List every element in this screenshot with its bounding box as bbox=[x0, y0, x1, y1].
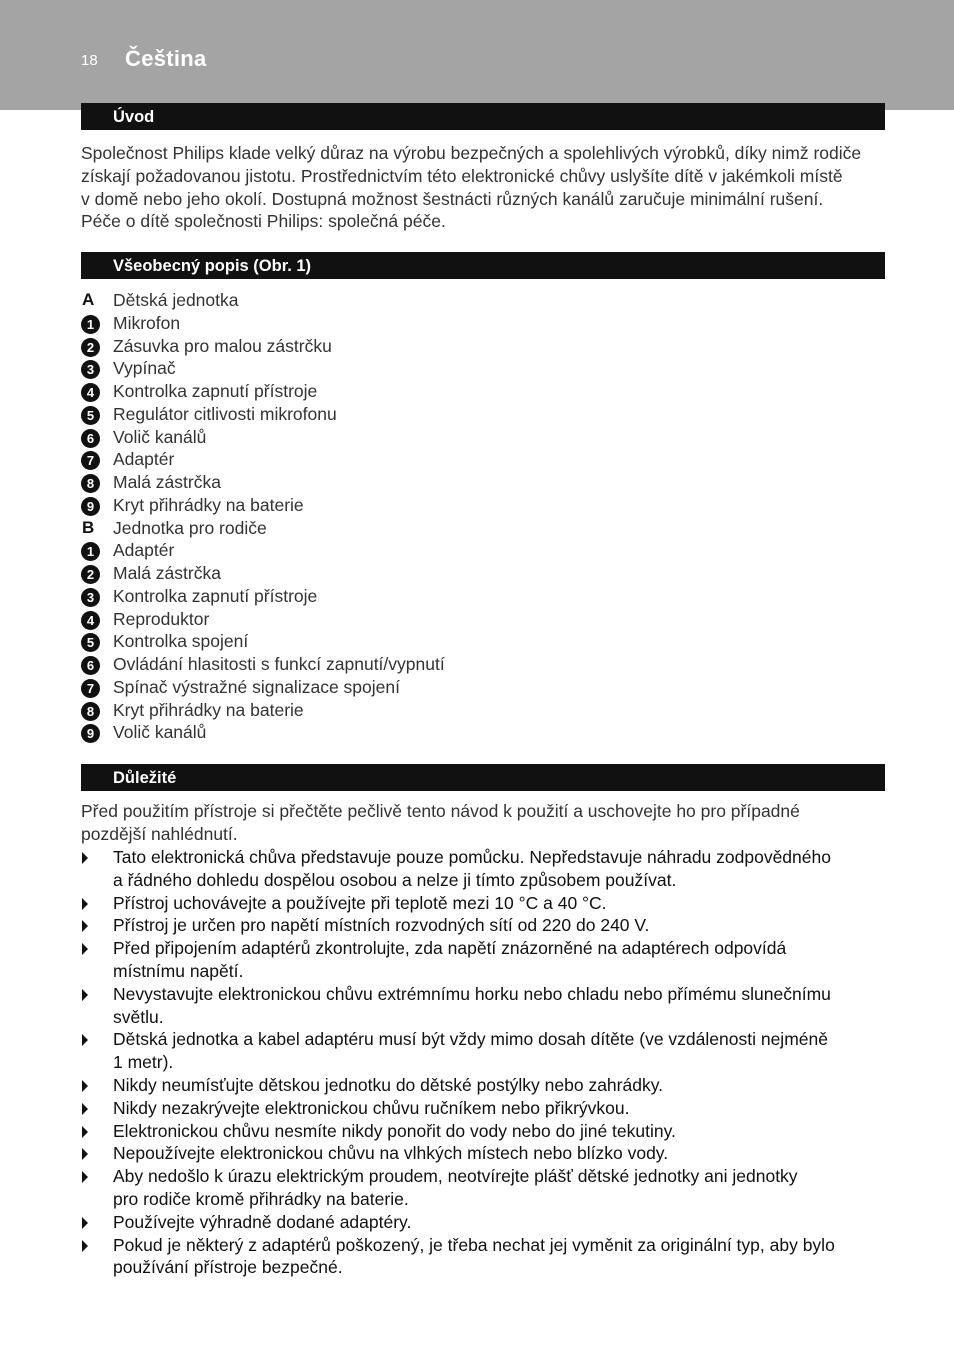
list-item-label: Spínač výstražné signalizace spojení bbox=[113, 676, 400, 697]
list-item-label: Vypínač bbox=[113, 358, 176, 379]
warning-line: pro rodiče kromě přihrádky na baterie. bbox=[113, 1188, 409, 1209]
section-header-description: Všeobecný popis (Obr. 1) bbox=[81, 252, 885, 279]
list-item bbox=[81, 312, 901, 335]
list-item bbox=[81, 335, 901, 358]
number-badge: 9 bbox=[81, 724, 100, 743]
warning-line: Přístroj uchovávejte a používejte při teplotě mezi 10 °C a 40 °C. bbox=[113, 892, 607, 913]
warning-item bbox=[81, 1028, 891, 1074]
list-item-label: Kontrolka zapnutí přístroje bbox=[113, 585, 318, 606]
list-item bbox=[81, 380, 901, 403]
intro-line: Péče o dítě společnosti Philips: společná péče. bbox=[81, 211, 446, 232]
bullet-triangle-icon bbox=[82, 1148, 88, 1160]
warning-line: používání přístroje bezpečné. bbox=[113, 1257, 343, 1278]
warning-item bbox=[81, 1120, 891, 1143]
warning-line: Dětská jednotka a kabel adaptéru musí být vždy mimo dosah dítěte (ve vzdálenosti nejméně bbox=[113, 1029, 828, 1050]
part-letter: B bbox=[82, 517, 95, 537]
intro-line: Společnost Philips klade velký důraz na výrobu bezpečných a spolehlivých výrobků, díky nimž rodiče bbox=[81, 143, 862, 163]
part-letter: A bbox=[82, 290, 95, 309]
list-item-label: Volič kanálů bbox=[113, 722, 207, 743]
warning-item bbox=[81, 983, 891, 1029]
number-badge: 5 bbox=[81, 406, 100, 425]
warning-item bbox=[81, 1165, 891, 1211]
page-number: 18 bbox=[81, 52, 98, 69]
number-badge: 8 bbox=[81, 702, 100, 721]
warning-item bbox=[81, 1234, 891, 1280]
list-item bbox=[81, 562, 901, 585]
bullet-triangle-icon bbox=[82, 1034, 88, 1046]
important-intro bbox=[81, 800, 891, 846]
warning-line: Nepoužívejte elektronickou chůvu na vlhkých místech nebo blízko vody. bbox=[113, 1143, 669, 1164]
bullet-triangle-icon bbox=[82, 920, 88, 932]
warning-line: světlu. bbox=[113, 1006, 164, 1027]
list-item-label: Adaptér bbox=[113, 449, 175, 470]
language-title: Čeština bbox=[125, 46, 207, 71]
warning-item bbox=[81, 937, 891, 983]
number-badge: 6 bbox=[81, 429, 100, 448]
warning-line: místnímu napětí. bbox=[113, 960, 244, 981]
warning-line: Nevystavujte elektronickou chůvu extrémnímu horku nebo chladu nebo přímému slunečnímu bbox=[113, 983, 831, 1004]
bullet-triangle-icon bbox=[82, 989, 88, 1001]
warning-item bbox=[81, 1074, 891, 1097]
warning-line: Před připojením adaptérů zkontrolujte, zda napětí znázorněné na adaptérech odpovídá bbox=[113, 938, 787, 959]
bullet-triangle-icon bbox=[82, 852, 88, 864]
list-item bbox=[81, 676, 901, 699]
warning-item bbox=[81, 892, 891, 915]
list-item bbox=[81, 539, 901, 562]
list-item bbox=[81, 289, 901, 312]
list-item-label: Dětská jednotka bbox=[113, 290, 239, 310]
number-badge: 3 bbox=[81, 588, 100, 607]
list-item-label: Kryt přihrádky na baterie bbox=[113, 494, 304, 515]
list-item bbox=[81, 494, 901, 517]
description-list bbox=[81, 289, 901, 744]
number-badge: 7 bbox=[81, 451, 100, 470]
bullet-triangle-icon bbox=[82, 1103, 88, 1115]
warning-line: Nikdy neumísťujte dětskou jednotku do dětské postýlky nebo zahrádky. bbox=[113, 1074, 664, 1095]
bullet-triangle-icon bbox=[82, 1080, 88, 1092]
important-intro-line: pozdější nahlédnutí. bbox=[81, 823, 238, 844]
number-badge: 1 bbox=[81, 315, 100, 334]
section-header-important: Důležité bbox=[81, 764, 885, 791]
number-badge: 1 bbox=[81, 542, 100, 561]
list-item-label: Jednotka pro rodiče bbox=[113, 517, 267, 538]
list-item-label: Regulátor citlivosti mikrofonu bbox=[113, 403, 337, 424]
list-item-label: Ovládání hlasitosti s funkcí zapnutí/vypnutí bbox=[113, 654, 445, 674]
warning-line: Pokud je některý z adaptérů poškozený, je třeba nechat jej vyměnit za originální typ, aby bylo bbox=[113, 1234, 835, 1255]
section-header-intro: Úvod bbox=[81, 103, 885, 130]
list-item bbox=[81, 585, 901, 608]
list-item-label: Malá zástrčka bbox=[113, 472, 221, 492]
number-badge: 7 bbox=[81, 679, 100, 698]
bullet-triangle-icon bbox=[82, 1240, 88, 1252]
number-badge: 2 bbox=[81, 338, 100, 357]
list-item bbox=[81, 630, 901, 653]
list-item bbox=[81, 357, 901, 380]
warning-item bbox=[81, 1211, 891, 1234]
warning-line: Nikdy nezakrývejte elektronickou chůvu ručníkem nebo přikrývkou. bbox=[113, 1097, 630, 1118]
number-badge: 8 bbox=[81, 474, 100, 493]
warning-line: Aby nedošlo k úrazu elektrickým proudem, neotvírejte plášť dětské jednotky ani jednotky bbox=[113, 1166, 798, 1187]
number-badge: 6 bbox=[81, 656, 100, 675]
warning-line: Tato elektronická chůva představuje pouze pomůcku. Nepředstavuje náhradu zodpovědného bbox=[113, 847, 831, 867]
intro-line: získají požadovanou jistotu. Prostřednictvím této elektronické chůvy uslyšíte dítě v jakémkoli místě bbox=[81, 165, 843, 186]
warning-item bbox=[81, 846, 891, 892]
number-badge: 2 bbox=[81, 565, 100, 584]
list-item bbox=[81, 721, 901, 744]
intro-line: v domě nebo jeho okolí. Dostupná možnost šestnácti různých kanálů zaručuje minimální rušení. bbox=[81, 188, 824, 209]
bullet-triangle-icon bbox=[82, 1171, 88, 1183]
list-item-label: Zásuvka pro malou zástrčku bbox=[113, 335, 332, 356]
list-item bbox=[81, 403, 901, 426]
warning-item bbox=[81, 914, 891, 937]
warning-line: a řádného dohledu dospělou osobou a nelze ji tímto způsobem používat. bbox=[113, 869, 677, 890]
warning-list bbox=[81, 846, 891, 1279]
number-badge: 9 bbox=[81, 497, 100, 516]
number-badge: 3 bbox=[81, 360, 100, 379]
warning-line: 1 metr). bbox=[113, 1052, 174, 1073]
number-badge: 4 bbox=[81, 611, 100, 630]
warning-item bbox=[81, 1097, 891, 1120]
bullet-triangle-icon bbox=[82, 898, 88, 910]
list-item bbox=[81, 471, 901, 494]
list-item-label: Kontrolka spojení bbox=[113, 631, 249, 652]
list-item-label: Volič kanálů bbox=[113, 426, 207, 447]
number-badge: 4 bbox=[81, 383, 100, 402]
list-item bbox=[81, 448, 901, 471]
warning-line: Používejte výhradně dodané adaptéry. bbox=[113, 1211, 412, 1232]
important-intro-line: Před použitím přístroje si přečtěte pečlivě tento návod k použití a uschovejte ho pro případné bbox=[81, 801, 800, 821]
list-item bbox=[81, 699, 901, 722]
number-badge: 5 bbox=[81, 633, 100, 652]
intro-paragraph bbox=[81, 142, 891, 233]
bullet-triangle-icon bbox=[82, 1217, 88, 1229]
bullet-triangle-icon bbox=[82, 1126, 88, 1138]
warning-line: Přístroj je určen pro napětí místních rozvodných sítí od 220 do 240 V. bbox=[113, 915, 650, 936]
page-header-band bbox=[0, 0, 954, 110]
list-item-label: Adaptér bbox=[113, 540, 175, 561]
list-item-label: Mikrofon bbox=[113, 312, 181, 333]
bullet-triangle-icon bbox=[82, 943, 88, 955]
warning-item bbox=[81, 1142, 891, 1165]
list-item-label: Kryt přihrádky na baterie bbox=[113, 699, 304, 720]
list-item-label: Kontrolka zapnutí přístroje bbox=[113, 381, 318, 401]
list-item bbox=[81, 608, 901, 631]
warning-line: Elektronickou chůvu nesmíte nikdy ponořit do vody nebo do jiné tekutiny. bbox=[113, 1120, 676, 1141]
list-item-label: Reproduktor bbox=[113, 608, 210, 629]
list-item-label: Malá zástrčka bbox=[113, 563, 221, 583]
list-item bbox=[81, 517, 901, 540]
list-item bbox=[81, 653, 901, 676]
list-item bbox=[81, 426, 901, 449]
